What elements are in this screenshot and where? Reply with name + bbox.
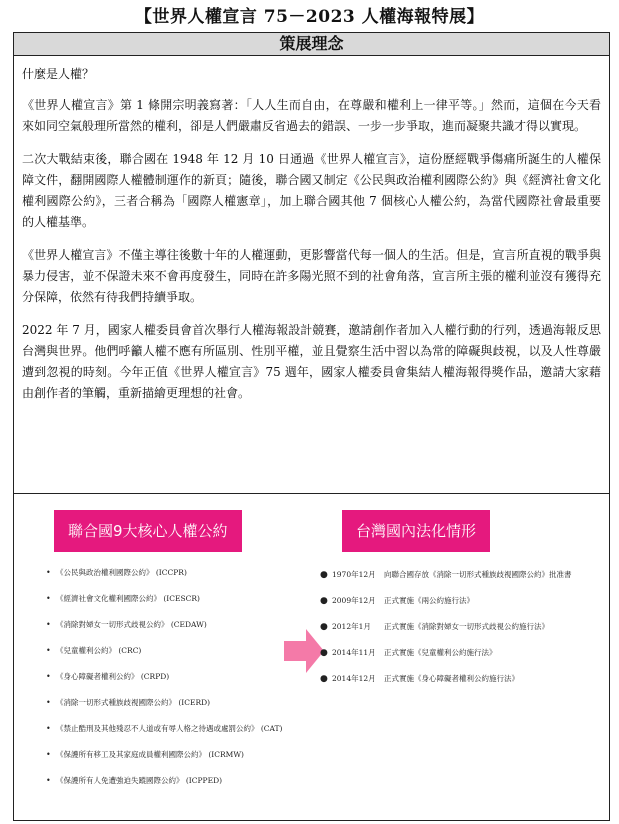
list-item: • 《消除一切形式種族歧視國際公約》 (ICERD) [46, 696, 316, 722]
list-item: • 《禁止酷刑及其他殘忍不人道或有辱人格之待遇或處罰公約》 (CAT) [46, 722, 316, 748]
bullet-icon: ● [320, 674, 328, 684]
bullet-icon: • [46, 568, 51, 577]
domestication-timeline [320, 568, 605, 698]
intro-question: 什麼是人權？ [22, 67, 95, 81]
bullet-icon: • [46, 724, 51, 733]
list-item: • 《保護所有移工及其家庭成員權利國際公約》 (ICRMW) [46, 748, 316, 774]
list-item: • 《保護所有人免遭強迫失蹤國際公約》 (ICPPED) [46, 774, 316, 800]
paragraph-2: 二次大戰結束後，聯合國在 1948 年 12 月 10 日通過《世界人權宣言》，這份歷經戰爭傷痛所誕生的人權保障文件，翻開國際人權體制運作的新頁；隨後，聯合國又制定《公民與政治權利國際公約》與《經濟社會文化權利國際公約》，三者合稱為「國際人權憲章」，加上聯合國其他 7 個核心人權公約，為當代國際社會最重要的人權基準。 [22, 152, 601, 229]
list-item: • 《經濟社會文化權利國際公約》 (ICESCR) [46, 592, 316, 618]
convention-list [46, 566, 316, 800]
bullet-icon: ● [320, 622, 328, 632]
bullet-icon: • [46, 698, 51, 707]
section-title: 策展理念 [14, 33, 609, 56]
bullet-icon: • [46, 620, 51, 629]
bullet-icon: • [46, 646, 51, 655]
un-conventions-column [46, 510, 316, 800]
document-frame [13, 32, 610, 821]
bullet-icon: • [46, 672, 51, 681]
curatorial-text [14, 56, 609, 494]
bullet-icon: • [46, 776, 51, 785]
paragraph-1: 《世界人權宣言》第 1 條開宗明義寫著：「人人生而自由，在尊嚴和權利上一律平等。」然而，這個在今天看來如同空氣般理所當然的權利，卻是人們嚴肅反省過去的錯誤、一步一步爭取，進而凝聚共識才得以實現。 [22, 98, 601, 133]
timeline-item: ● 1970年12月 向聯合國存放《消除一切形式種族歧視國際公約》批准書 [320, 570, 572, 580]
page-title: 【世界人權宣言 75－2023 人權海報特展】 [134, 7, 485, 27]
list-item: • 《身心障礙者權利公約》 (CRPD) [46, 670, 316, 696]
timeline-item: ● 2014年12月 正式實施《身心障礙者權利公約施行法》 [320, 674, 519, 684]
taiwan-domestication-banner: 台灣國內法化情形 [342, 510, 490, 552]
right-arrow-icon [284, 629, 324, 673]
taiwan-domestication-column [320, 510, 605, 698]
timeline-item: ● 2012年1月 正式實施《消除對婦女一切形式歧視公約施行法》 [320, 622, 549, 632]
bullet-icon: • [46, 750, 51, 759]
bullet-icon: ● [320, 648, 328, 658]
un-conventions-banner: 聯合國9大核心人權公約 [54, 510, 242, 552]
list-item: • 《兒童權利公約》 (CRC) [46, 644, 316, 670]
paragraph-3: 《世界人權宣言》不僅主導往後數十年的人權運動，更影響當代每一個人的生活。但是，宣言所直視的戰爭與暴力侵害，並不保證未來不會再度發生，同時在許多陽光照不到的社會角落，宣言所主張的權利並沒有獲得充分保障，依然有待我們持續爭取。 [22, 248, 601, 304]
bullet-icon: • [46, 594, 51, 603]
infographic-section [14, 494, 609, 821]
bullet-icon: ● [320, 596, 328, 606]
timeline-item: ● 2009年12月 正式實施《兩公約施行法》 [320, 596, 474, 606]
bullet-icon: ● [320, 570, 328, 580]
timeline-item: ● 2014年11月 正式實施《兒童權利公約施行法》 [320, 648, 497, 658]
paragraph-4: 2022 年 7 月，國家人權委員會首次舉行人權海報設計競賽，邀請創作者加入人權行動的行列，透過海報反思台灣與世界。他們呼籲人權不應有所區別、性別平權，並且覺察生活中習以為常的障礙與歧視，以及人性尊嚴遭到忽視的時刻。今年正值《世界人權宣言》75 週年，國家人權委員會集結人權海報得獎作品，邀請大家藉由創作者的筆觸，重新描繪更理想的社會。 [22, 323, 601, 400]
list-item: • 《公民與政治權利國際公約》 (ICCPR) [46, 566, 316, 592]
list-item: • 《消除對婦女一切形式歧視公約》 (CEDAW) [46, 618, 316, 644]
